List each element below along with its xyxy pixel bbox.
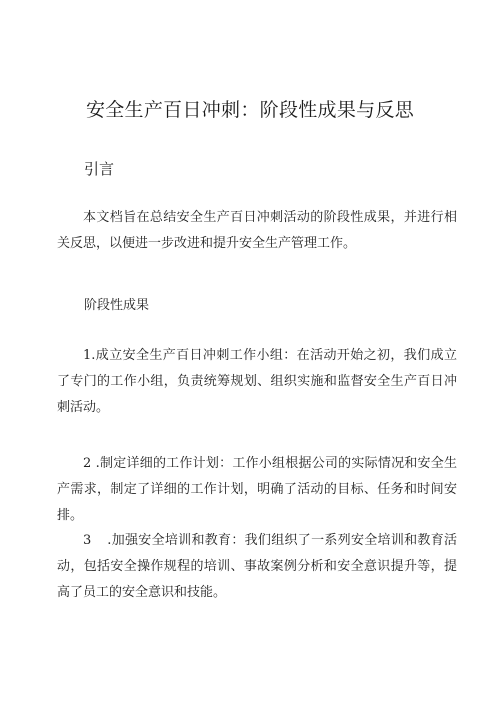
item-number: 2 [83,456,92,471]
intro-paragraph: 本文档旨在总结安全生产百日冲刺活动的阶段性成果，并进行相关反思，以便进一步改进和提升安全生产管理工作。 [57,210,457,251]
item-text: .加强安全培训和教育：我们组织了一系列安全培训和教育活动，包括安全操作规程的培训、事故案例分析和安全意识提升等，提高了员工的安全意识和技能。 [57,533,457,600]
section-heading: 阶段性成果 [84,298,150,313]
item-number: 3 [83,533,92,548]
list-item [57,343,457,421]
item-number: 1. [83,348,96,363]
intro-heading: 引言 [84,160,115,178]
document-title: 安全生产百日冲刺：阶段性成果与反思 [85,99,415,121]
list-item [57,528,457,606]
item-text: 成立安全生产百日冲刺工作小组：在活动开始之初，我们成立了专门的工作小组，负责统筹规划、组织实施和监督安全生产百日冲刺活动。 [57,348,457,415]
list-item [57,451,457,529]
item-text: .制定详细的工作计划：工作小组根据公司的实际情况和安全生产需求，制定了详细的工作计划，明确了活动的目标、任务和时间安排。 [57,456,457,523]
